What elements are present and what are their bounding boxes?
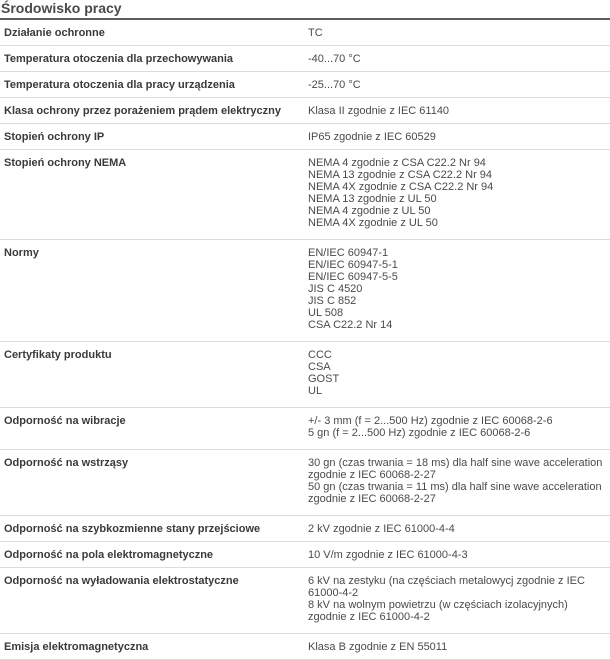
spec-value-line: CSA C22.2 Nr 14 bbox=[308, 319, 393, 331]
spec-label: Stopień ochrony NEMA bbox=[0, 150, 304, 240]
spec-row bbox=[0, 516, 610, 542]
spec-value-line: 50 gn (czas trwania = 11 ms) dla half sine wave acceleration zgodnie z IEC 60068-2-27 bbox=[308, 481, 602, 505]
spec-value bbox=[304, 98, 610, 124]
spec-label: Odporność na wibracje bbox=[0, 408, 304, 450]
spec-value bbox=[304, 542, 610, 568]
spec-value-line: Klasa B zgodnie z EN 55011 bbox=[308, 641, 448, 653]
spec-label: Temperatura otoczenia dla pracy urządzenia bbox=[0, 72, 304, 98]
spec-value-line: NEMA 4 zgodnie z UL 50 bbox=[308, 205, 431, 217]
spec-value-line: -40...70 °C bbox=[308, 53, 361, 65]
spec-value-line: 6 kV na zestyku (na częściach metalowycj zgodnie z IEC 61000-4-2 bbox=[308, 575, 585, 599]
spec-value-line: IP65 zgodnie z IEC 60529 bbox=[308, 131, 436, 143]
spec-value bbox=[304, 408, 610, 450]
spec-value-line: 2 kV zgodnie z IEC 61000-4-4 bbox=[308, 523, 455, 535]
spec-value bbox=[304, 150, 610, 240]
spec-row bbox=[0, 408, 610, 450]
spec-value-line: EN/IEC 60947-5-5 bbox=[308, 271, 398, 283]
spec-label: Klasa ochrony przez porażeniem prądem elektryczny bbox=[0, 98, 304, 124]
spec-value-line: 5 gn (f = 2...500 Hz) zgodnie z IEC 60068-2-6 bbox=[308, 427, 531, 439]
spec-row bbox=[0, 568, 610, 634]
spec-value bbox=[304, 124, 610, 150]
spec-label: Emisja elektromagnetyczna bbox=[0, 634, 304, 660]
spec-value-line: 8 kV na wolnym powietrzu (w częściach izolacyjnych) zgodnie z IEC 61000-4-2 bbox=[308, 599, 568, 623]
spec-table-body bbox=[0, 20, 610, 660]
spec-value-line: +/- 3 mm (f = 2...500 Hz) zgodnie z IEC 60068-2-6 bbox=[308, 415, 553, 427]
spec-label: Stopień ochrony IP bbox=[0, 124, 304, 150]
spec-value-line: CSA bbox=[308, 361, 331, 373]
spec-row bbox=[0, 450, 610, 516]
spec-label: Temperatura otoczenia dla przechowywania bbox=[0, 46, 304, 72]
spec-value-line: UL bbox=[308, 385, 323, 397]
spec-label: Odporność na wyładowania elektrostatyczne bbox=[0, 568, 304, 634]
spec-value-line: NEMA 13 zgodnie z CSA C22.2 Nr 94 bbox=[308, 169, 493, 181]
spec-value-line: NEMA 13 zgodnie z UL 50 bbox=[308, 193, 437, 205]
spec-value-line: 10 V/m zgodnie z IEC 61000-4-3 bbox=[308, 549, 468, 561]
spec-value-line: TC bbox=[308, 27, 323, 39]
spec-label: Działanie ochronne bbox=[0, 20, 304, 46]
spec-value-line: JIS C 4520 bbox=[308, 283, 363, 295]
spec-value-line: NEMA 4X zgodnie z UL 50 bbox=[308, 217, 438, 229]
spec-value-line: 30 gn (czas trwania = 18 ms) dla half sine wave acceleration zgodnie z IEC 60068-2-27 bbox=[308, 457, 603, 481]
spec-label: Normy bbox=[0, 240, 304, 342]
spec-value-line: GOST bbox=[308, 373, 340, 385]
spec-row bbox=[0, 20, 610, 46]
spec-label: Odporność na pola elektromagnetyczne bbox=[0, 542, 304, 568]
spec-value-line: CCC bbox=[308, 349, 332, 361]
spec-row bbox=[0, 46, 610, 72]
spec-value bbox=[304, 450, 610, 516]
spec-value-line: EN/IEC 60947-1 bbox=[308, 247, 389, 259]
spec-value-line: NEMA 4 zgodnie z CSA C22.2 Nr 94 bbox=[308, 157, 486, 169]
spec-row bbox=[0, 150, 610, 240]
spec-table bbox=[0, 20, 610, 660]
spec-row bbox=[0, 124, 610, 150]
spec-value bbox=[304, 72, 610, 98]
spec-label: Odporność na wstrząsy bbox=[0, 450, 304, 516]
spec-label: Odporność na szybkozmienne stany przejściowe bbox=[0, 516, 304, 542]
spec-row bbox=[0, 72, 610, 98]
spec-value bbox=[304, 46, 610, 72]
spec-value-line: UL 508 bbox=[308, 307, 344, 319]
spec-value bbox=[304, 634, 610, 660]
spec-value-line: NEMA 4X zgodnie z CSA C22.2 Nr 94 bbox=[308, 181, 494, 193]
spec-value bbox=[304, 20, 610, 46]
spec-row bbox=[0, 240, 610, 342]
spec-value bbox=[304, 568, 610, 634]
spec-value bbox=[304, 342, 610, 408]
spec-row bbox=[0, 542, 610, 568]
spec-label: Certyfikaty produktu bbox=[0, 342, 304, 408]
spec-row bbox=[0, 98, 610, 124]
spec-value bbox=[304, 240, 610, 342]
spec-value-line: EN/IEC 60947-5-1 bbox=[308, 259, 398, 271]
section-title: Środowisko pracy bbox=[0, 0, 610, 20]
spec-row bbox=[0, 634, 610, 660]
spec-row bbox=[0, 342, 610, 408]
spec-value-line: JIS C 852 bbox=[308, 295, 357, 307]
spec-value bbox=[304, 516, 610, 542]
spec-value-line: Klasa II zgodnie z IEC 61140 bbox=[308, 105, 450, 117]
spec-value-line: -25...70 °C bbox=[308, 79, 361, 91]
